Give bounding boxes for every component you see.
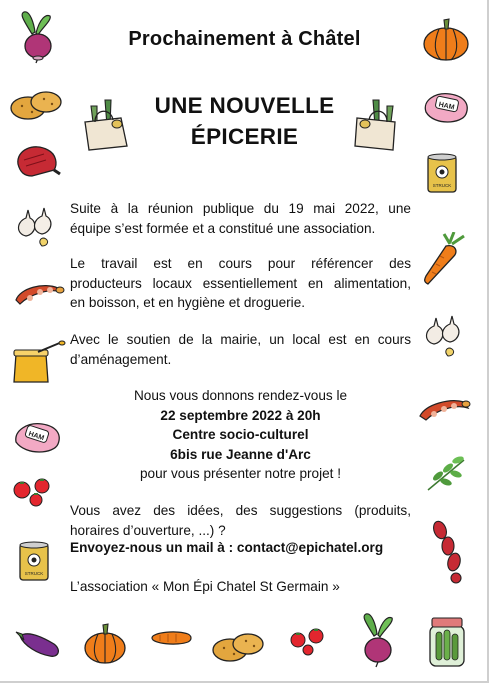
- paragraph-line: Le travail est en cours pour référencer des: [70, 256, 411, 271]
- sausage-icon: [10, 278, 66, 310]
- pumpkin-icon: [82, 622, 128, 666]
- paragraph-line: Suite à la réunion publique du 19 mai 2022, une: [70, 201, 411, 216]
- paragraph-work: [70, 254, 411, 313]
- sausage-icon: [416, 392, 472, 424]
- garlic-icon: [12, 206, 58, 250]
- paragraph-line: équipe s’est formée et a constitué une association.: [70, 220, 376, 236]
- herb-icon: [424, 454, 468, 494]
- tomatoes-icon: [288, 626, 336, 656]
- tomatoes-icon: [10, 478, 60, 508]
- paragraph-line: en boisson, et en hygiène et droguerie.: [70, 295, 306, 310]
- ham-label: HAM: [27, 430, 45, 443]
- can-label: STRUCK: [24, 571, 44, 576]
- potatoes-icon: [210, 630, 266, 664]
- paragraph-premises: [70, 330, 411, 369]
- paragraph-line: Vous avez des idées, des suggestions (produits,: [70, 503, 411, 518]
- page-title: [0, 90, 489, 152]
- canned-food-icon: [424, 152, 460, 196]
- eggplant-icon: [14, 626, 64, 660]
- beet-icon: [354, 612, 400, 668]
- garlic-icon: [420, 314, 466, 360]
- ham-label: HAM: [437, 101, 456, 112]
- paragraph-line: producteurs locaux essentiellement en alimentation,: [70, 275, 411, 291]
- paragraph-line: Avec le soutien de la mairie, un local est en cours: [70, 332, 411, 347]
- event-date: 22 septembre 2022 à 20h: [160, 407, 321, 423]
- paragraph-meeting: [70, 199, 411, 238]
- carrot-icon: [420, 232, 470, 288]
- title-line-1: UNE NOUVELLE: [154, 93, 335, 118]
- honey-jar-icon: [8, 340, 66, 388]
- ham-icon: [12, 418, 64, 456]
- event-place: Centre socio-culturel: [172, 427, 309, 442]
- email-contact: Envoyez-nous un mail à : contact@epichatel.org: [70, 540, 384, 555]
- can-label: STRUCK: [432, 183, 452, 188]
- event-address: 6bis rue Jeanne d'Arc: [170, 446, 311, 462]
- sausage-links-icon: [428, 520, 468, 584]
- event-details: [70, 386, 411, 484]
- title-line-2: ÉPICERIE: [190, 124, 299, 149]
- association-signature: L’association « Mon Épi Chatel St Germain »: [70, 579, 340, 594]
- paragraph-line: horaires d’ouverture, ...) ?: [70, 522, 226, 538]
- canned-food-icon: [16, 540, 52, 584]
- announcement-subtitle: Prochainement à Châtel: [128, 28, 361, 50]
- pickle-jar-icon: [424, 614, 470, 670]
- paragraph-line: d’aménagement.: [70, 351, 172, 367]
- event-intro: Nous vous donnons rendez-vous le: [133, 388, 348, 403]
- carrot-icon: [148, 626, 194, 650]
- ideas-paragraph: [70, 501, 411, 540]
- event-outro: pour vous présenter notre projet !: [140, 466, 341, 481]
